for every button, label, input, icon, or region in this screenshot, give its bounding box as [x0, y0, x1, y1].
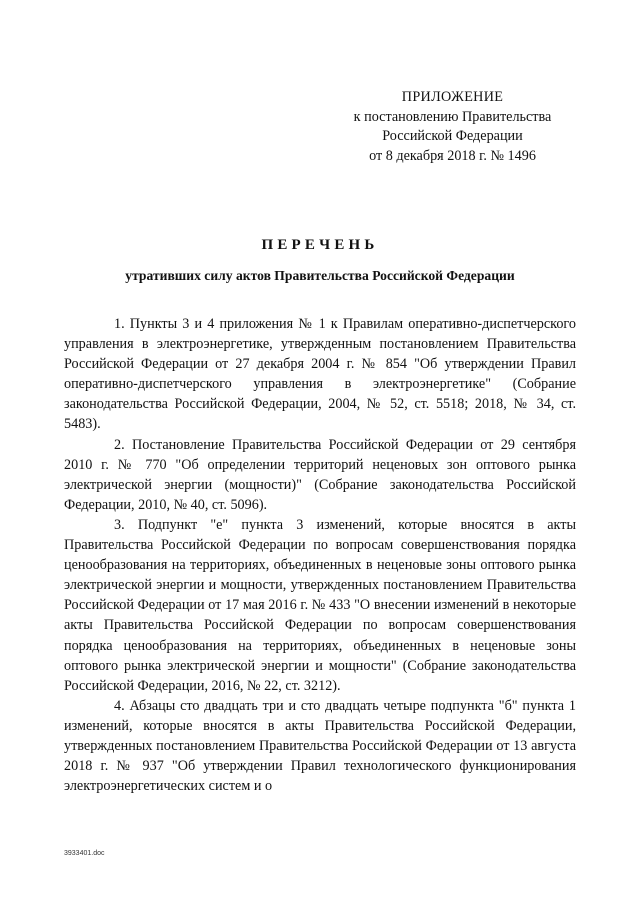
list-item-3: 3. Подпункт "е" пункта 3 изменений, которые вносятся в акты Правительства Российской Федерации по вопросам совершенствования порядка ценообразования на территориях, объединенных в неценовые зоны оптового рынка электрической энергии и мощности, утвержденных постановлением Правительства Российской Федерации от 17 мая 2016 г. № 433 "О внесении изменений в некоторые акты Правительства Российской Федерации по вопросам совершенствования порядка ценообразования на территориях, объединенных в неценовые зоны оптового рынка электрической энергии и мощности" (Собрание законодательства Российской Федерации, 2016, № 22, ст. 3212). — [64, 516, 576, 694]
appendix-line-date-number: от 8 декабря 2018 г. № 1496 — [369, 147, 536, 164]
list-item-4: 4. Абзацы сто двадцать три и сто двадцать четыре подпункта "б" пункта 1 изменений, которые вносятся в акты Правительства Российской Федерации, утвержденных постановлением Правительства Российской Федерации от 13 августа 2018 г. № 937 "Об утверждении Правил технологического функционирования электроэнергетических систем и о — [64, 697, 576, 795]
document-subtitle: утративших силу актов Правительства Российской Федерации — [125, 268, 515, 283]
appendix-line-federation: Российской Федерации — [382, 128, 523, 144]
appendix-title: ПРИЛОЖЕНИЕ — [401, 89, 504, 105]
list-item-1: 1. Пункты 3 и 4 приложения № 1 к Правилам оперативно-диспетчерского управления в электроэнергетике, утвержденным постановлением Правительства Российской Федерации от 27 декабря 2004 г. № 854 "Об утверждении Правил оперативно-диспетчерского управления в электроэнергетике" (Собрание законодательства Российской Федерации, 2004, № 52, ст. 5518; 2018, № 34, ст. 5483). — [64, 316, 576, 433]
document-heading — [64, 235, 576, 285]
document-body — [64, 314, 576, 796]
list-item-2: 2. Постановление Правительства Российской Федерации от 29 сентября 2010 г. № 770 "Об определении территорий неценовых зон оптового рынка электрической энергии (мощности)" (Собрание законодательства Российской Федерации, 2010, № 40, ст. 5096). — [64, 436, 576, 513]
appendix-line-resolution: к постановлению Правительства — [353, 108, 552, 125]
footer-doc-id: 3933401.doc — [64, 850, 105, 857]
appendix-block — [330, 88, 575, 166]
document-title: ПЕРЕЧЕНЬ — [261, 237, 379, 253]
